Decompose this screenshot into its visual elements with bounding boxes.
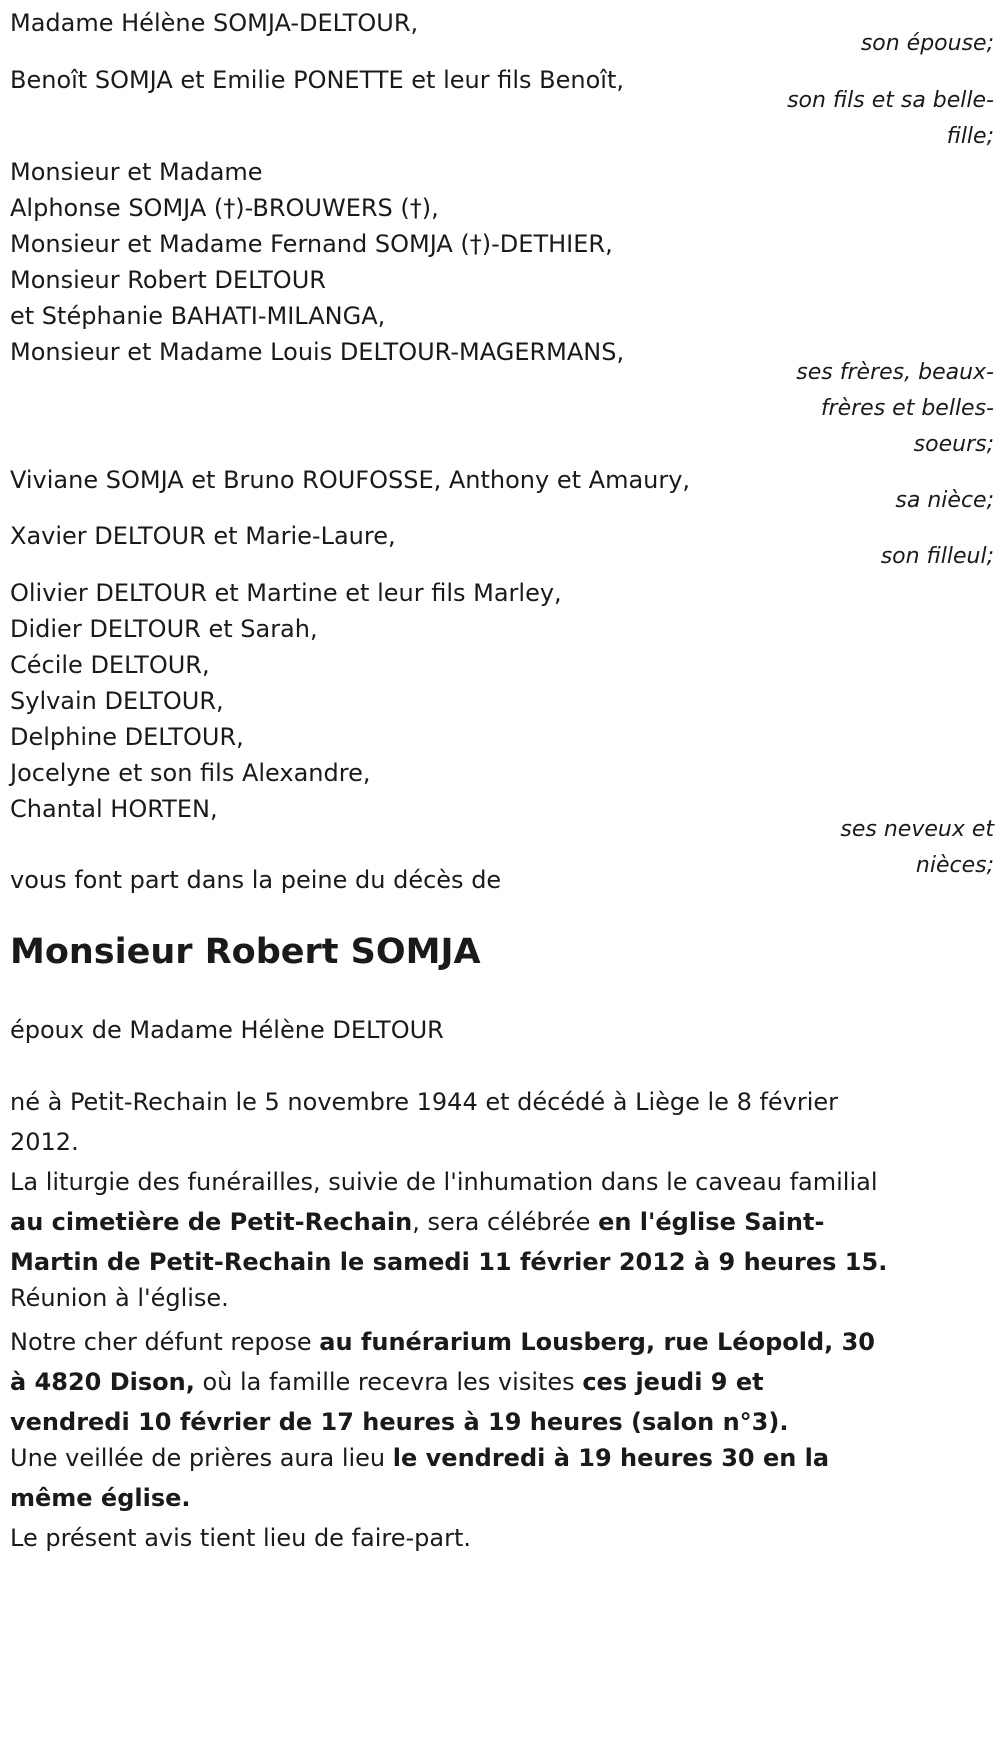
family-line: Benoît SOMJA et Emilie PONETTE et leur fils Benoît, — [10, 66, 624, 94]
rest-paragraph — [10, 1322, 890, 1442]
family-line: Viviane SOMJA et Bruno ROUFOSSE, Anthony et Amaury, — [10, 466, 691, 494]
family-line: Monsieur et Madame — [10, 158, 263, 186]
relation-label: soeurs; — [913, 432, 994, 457]
relation-label: son filleul; — [880, 544, 994, 569]
vigil-details-bold: le vendredi à 19 heures 30 en la même église. — [10, 1444, 830, 1512]
funeral-church-bold: en l'église Saint-Martin de Petit-Rechain le samedi 11 février 2012 à 9 heures 15. — [10, 1208, 888, 1276]
family-line: Delphine DELTOUR, — [10, 723, 244, 751]
relation-label: ses neveux et — [840, 817, 994, 842]
relation-label: sa nièce; — [895, 488, 994, 513]
funeral-location-bold: au cimetière de Petit-Rechain — [10, 1208, 413, 1236]
family-line: Chantal HORTEN, — [10, 795, 218, 823]
relation-label: son épouse; — [860, 31, 994, 56]
family-line: Sylvain DELTOUR, — [10, 687, 224, 715]
relation-label: frères et belles- — [820, 396, 994, 421]
relation-label: fille; — [946, 124, 994, 149]
spouse-line: époux de Madame Hélène DELTOUR — [10, 1016, 444, 1044]
family-line: Cécile DELTOUR, — [10, 651, 210, 679]
rest-place-bold: au funérarium Lousberg, rue Léopold, 30 à 4820 Dison, — [10, 1328, 876, 1396]
vigil-text: Une veillée de prières aura lieu — [10, 1444, 393, 1472]
announcement-text: vous font part dans la peine du décès de — [10, 866, 502, 894]
family-line: Monsieur et Madame Fernand SOMJA (†)-DETHIER, — [10, 230, 613, 258]
family-line: Monsieur et Madame Louis DELTOUR-MAGERMANS, — [10, 338, 625, 366]
family-line: Monsieur Robert DELTOUR — [10, 266, 326, 294]
funeral-paragraph — [10, 1162, 890, 1282]
family-line: Olivier DELTOUR et Martine et leur fils Marley, — [10, 579, 562, 607]
closing-text: Le présent avis tient lieu de faire-part. — [10, 1524, 472, 1552]
relation-label: son fils et sa belle- — [787, 88, 994, 113]
rest-text: où la famille recevra les visites — [194, 1368, 583, 1396]
rest-text: Notre cher défunt repose — [10, 1328, 320, 1356]
family-line: Jocelyne et son fils Alexandre, — [10, 759, 371, 787]
family-line: Alphonse SOMJA (†)-BROUWERS (†), — [10, 194, 439, 222]
relation-label: nièces; — [915, 853, 994, 878]
deceased-name: Monsieur Robert SOMJA — [10, 932, 481, 972]
funeral-text: La liturgie des funérailles, suivie de l'inhumation dans le caveau familial — [10, 1168, 878, 1196]
vigil-paragraph — [10, 1438, 890, 1518]
birth-death-text: né à Petit-Rechain le 5 novembre 1944 et décédé à Liège le 8 février 2012. — [10, 1088, 839, 1156]
funeral-text: , sera célébrée — [412, 1208, 599, 1236]
relation-label: ses frères, beaux- — [796, 360, 994, 385]
rest-visits-bold: ces jeudi 9 et vendredi 10 février de 17 heures à 19 heures (salon n°3). — [10, 1368, 789, 1436]
family-line: Didier DELTOUR et Sarah, — [10, 615, 318, 643]
family-line: Madame Hélène SOMJA-DELTOUR, — [10, 9, 419, 37]
family-line: et Stéphanie BAHATI-MILANGA, — [10, 302, 386, 330]
family-line: Xavier DELTOUR et Marie-Laure, — [10, 522, 396, 550]
meeting-text: Réunion à l'église. — [10, 1284, 229, 1312]
